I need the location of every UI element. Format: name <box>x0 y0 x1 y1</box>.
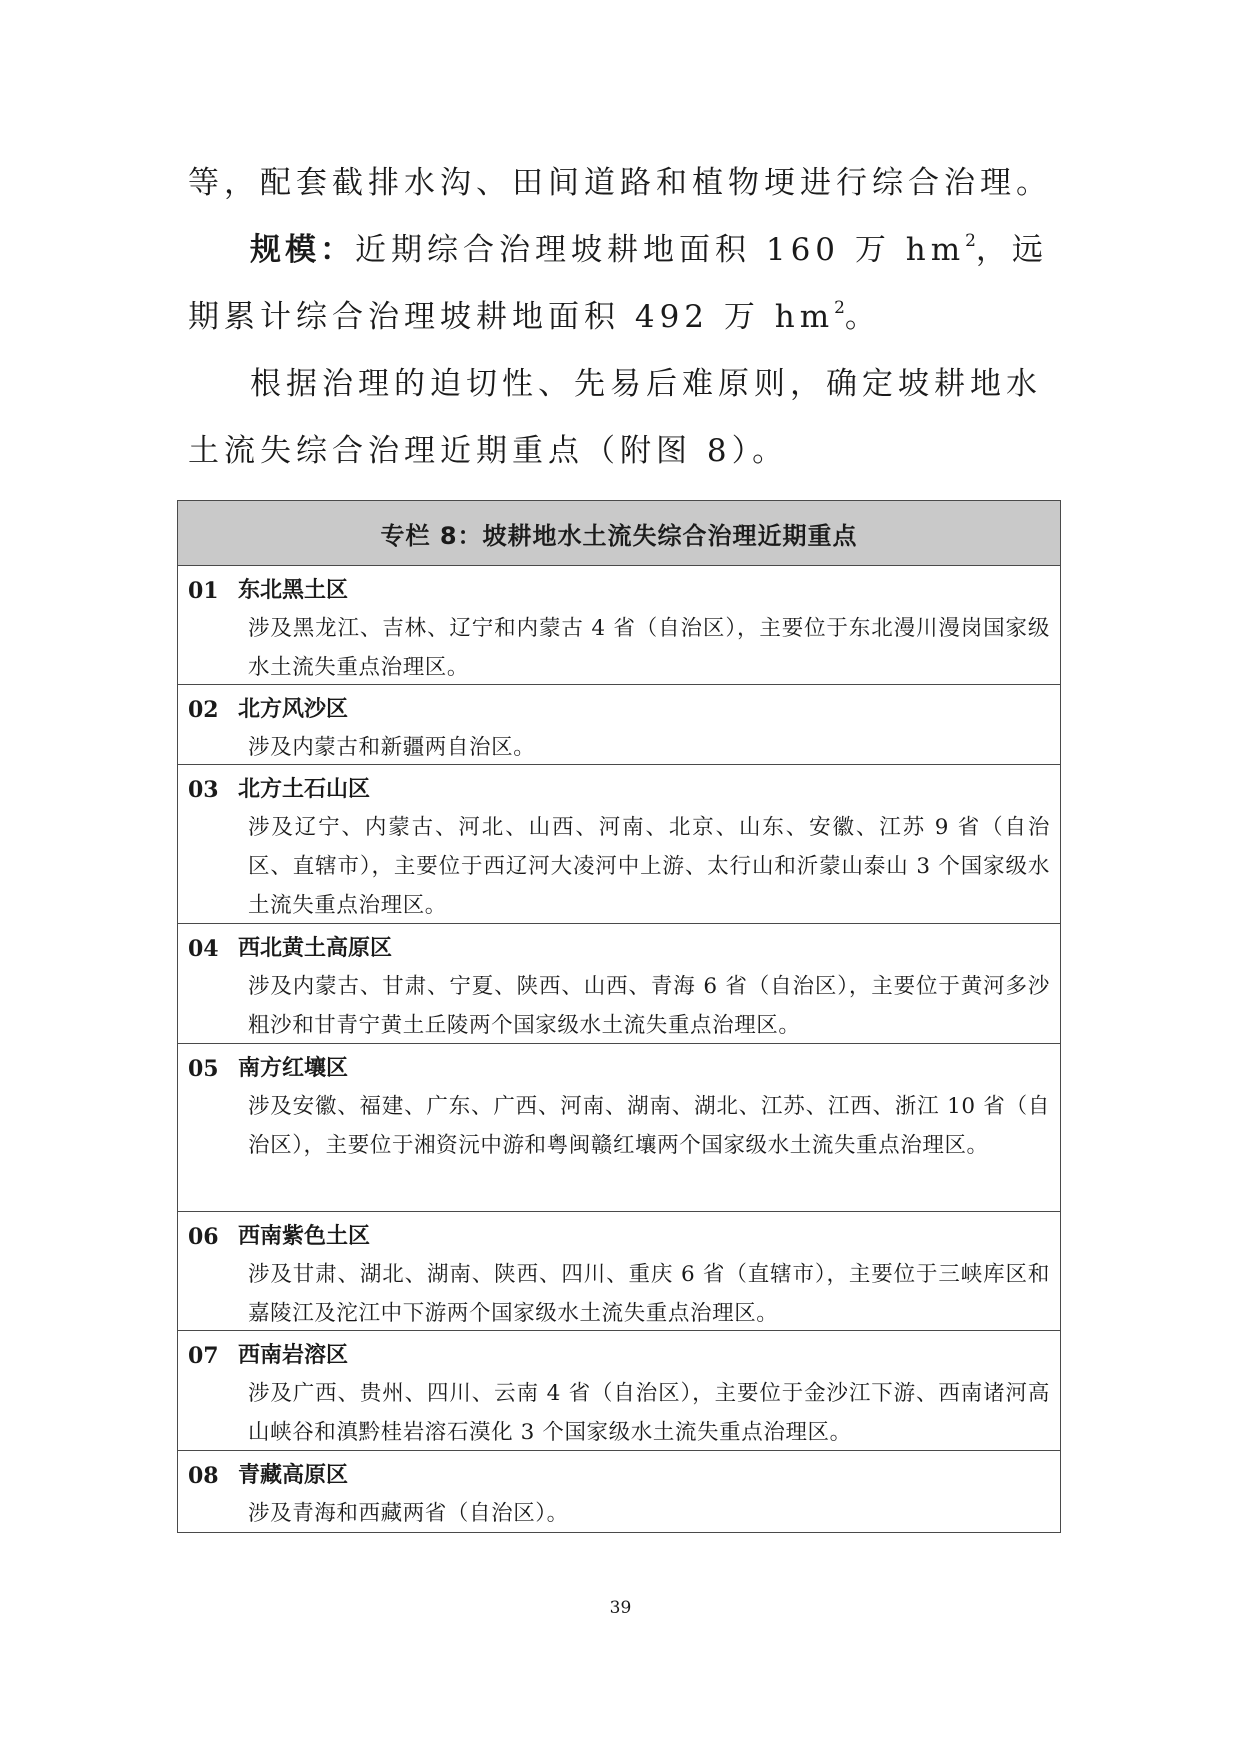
item-number: 01 <box>188 578 219 604</box>
item-header <box>188 1219 1050 1255</box>
item-name: 北方风沙区 <box>238 697 349 722</box>
item-name: 西北黄土高原区 <box>238 936 393 961</box>
page-number: 39 <box>609 1598 632 1618</box>
item-number: 06 <box>188 1224 219 1250</box>
item-description: 涉及青海和西藏两省（自治区）。 <box>248 1501 569 1526</box>
paragraph-scale <box>188 217 1058 351</box>
list-item <box>178 566 1060 685</box>
list-item <box>178 685 1060 765</box>
superscript-2: 2 <box>834 298 845 318</box>
item-description: 涉及广西、贵州、四川、云南 4 省（自治区），主要位于金沙江下游、西南诸河高山峡谷和滇黔桂岩溶石漠化 3 个国家级水土流失重点治理区。 <box>248 1381 1050 1445</box>
list-item <box>178 1331 1060 1451</box>
item-description: 涉及内蒙古、甘肃、宁夏、陕西、山西、青海 6 省（自治区），主要位于黄河多沙粗沙和甘青宁黄土丘陵两个国家级水土流失重点治理区。 <box>248 974 1050 1038</box>
item-number: 02 <box>188 697 219 723</box>
item-number: 04 <box>188 936 219 962</box>
item-name: 南方红壤区 <box>238 1056 349 1081</box>
item-description: 涉及内蒙古和新疆两自治区。 <box>248 735 536 760</box>
list-item <box>178 924 1060 1044</box>
scale-text-c: 。 <box>844 299 881 335</box>
item-header <box>188 931 1050 967</box>
scale-label: 规模： <box>250 232 355 268</box>
special-column-box <box>177 500 1061 1533</box>
box-title: 专栏 8：坡耕地水土流失综合治理近期重点 <box>178 501 1060 566</box>
list-item <box>178 1212 1060 1331</box>
item-description: 涉及辽宁、内蒙古、河北、山西、河南、北京、山东、安徽、江苏 9 省（自治区、直辖市），主要位于西辽河大凌河中上游、太行山和沂蒙山泰山 3 个国家级水土流失重点治理区。 <box>248 815 1050 918</box>
paragraph-continuation: 等，配套截排水沟、田间道路和植物埂进行综合治理。 <box>188 165 1052 201</box>
item-number: 05 <box>188 1056 219 1082</box>
item-header <box>188 1051 1050 1087</box>
item-name: 青藏高原区 <box>238 1463 349 1488</box>
item-description: 涉及安徽、福建、广东、广西、河南、湖南、湖北、江苏、江西、浙江 10 省（自治区），主要位于湘资沅中游和粤闽赣红壤两个国家级水土流失重点治理区。 <box>248 1094 1050 1158</box>
list-item <box>178 765 1060 924</box>
item-description: 涉及甘肃、湖北、湖南、陕西、四川、重庆 6 省（直辖市），主要位于三峡库区和嘉陵江及沱江中下游两个国家级水土流失重点治理区。 <box>248 1262 1050 1326</box>
item-header <box>188 772 1050 808</box>
item-name: 北方土石山区 <box>238 777 371 802</box>
item-name: 西南紫色土区 <box>238 1224 371 1249</box>
superscript-1: 2 <box>965 231 976 251</box>
item-number: 08 <box>188 1463 219 1489</box>
item-header <box>188 1338 1050 1374</box>
item-header <box>188 573 1050 609</box>
list-item <box>178 1044 1060 1212</box>
item-number: 07 <box>188 1343 219 1369</box>
scale-text-a: 近期综合治理坡耕地面积 160 万 hm <box>355 232 966 268</box>
item-description: 涉及黑龙江、吉林、辽宁和内蒙古 4 省（自治区），主要位于东北漫川漫岗国家级水土流失重点治理区。 <box>248 616 1050 680</box>
item-number: 03 <box>188 777 219 803</box>
item-header <box>188 692 1050 728</box>
scale-text-b: ，远期累计综合治理坡耕地面积 492 万 hm <box>188 232 1048 335</box>
item-name: 东北黑土区 <box>238 578 349 603</box>
item-name: 西南岩溶区 <box>238 1343 349 1368</box>
paragraph-principle: 根据治理的迫切性、先易后难原则，确定坡耕地水土流失综合治理近期重点（附图 8）。 <box>188 366 1042 469</box>
item-header <box>188 1458 1050 1494</box>
list-item <box>178 1451 1060 1532</box>
